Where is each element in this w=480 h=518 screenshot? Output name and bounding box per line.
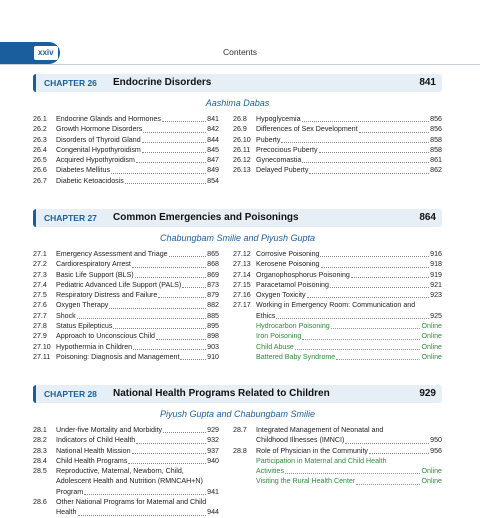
toc-entry-number: 26.1: [33, 115, 47, 123]
dot-leader: [128, 463, 206, 464]
toc-entry-title[interactable]: Role of Physician in the Community: [256, 446, 368, 455]
toc-entry-page: 854: [207, 176, 219, 185]
online-label: Online: [421, 352, 442, 361]
toc-entry-page: 869: [207, 270, 219, 279]
online-topic-title[interactable]: Visiting the Rural Health Center: [256, 477, 356, 486]
toc-entry-number: 28.4: [33, 456, 47, 465]
toc-entry-title[interactable]: Pediatric Advanced Life Support (PALS): [56, 280, 182, 289]
toc-entry-page: 944: [207, 508, 219, 517]
chapter-label: CHAPTER 27: [44, 213, 97, 223]
toc-entry-page: 844: [207, 135, 219, 144]
online-topic-title[interactable]: Hydrocarbon Poisoning: [256, 322, 330, 331]
toc-entry-title[interactable]: Diabetic Ketoacidosis: [56, 176, 124, 185]
toc-entry[interactable]: [33, 270, 219, 280]
toc-entry-number: 26.13: [233, 166, 251, 175]
toc-entry[interactable]: [33, 290, 219, 300]
toc-entry-title[interactable]: Congenital Hypothyroidism: [56, 145, 141, 154]
chapter-page: 929: [419, 388, 436, 399]
toc-entry-page: 856: [430, 125, 442, 134]
dot-leader: [142, 152, 206, 153]
toc-entry-title-line: Other National Programs for Maternal and Child: [56, 498, 207, 507]
dot-leader: [156, 339, 206, 340]
toc-entry[interactable]: [33, 497, 219, 518]
toc-entry[interactable]: [33, 331, 219, 341]
toc-entry[interactable]: [33, 456, 219, 466]
dot-leader: [111, 173, 206, 174]
toc-entry-title[interactable]: Precocious Puberty: [256, 145, 318, 154]
dot-leader: [295, 349, 421, 350]
dot-leader: [143, 132, 206, 133]
dot-leader: [132, 453, 207, 454]
chapter-heading-bar: [33, 385, 442, 403]
toc-entry-number: 28.1: [33, 426, 47, 434]
chapter-26: [33, 74, 442, 185]
online-label: Online: [421, 332, 442, 341]
toc-entry-page: 929: [207, 426, 219, 434]
toc-entry-number: 27.2: [33, 260, 47, 269]
toc-entry-page: 940: [207, 456, 219, 465]
toc-entry-title[interactable]: Status Epilepticus: [56, 322, 113, 331]
toc-left-column: [33, 249, 219, 362]
toc-entry-page: 885: [207, 311, 219, 320]
online-entry[interactable]: [233, 342, 442, 352]
toc-entry-number: 27.15: [233, 280, 251, 289]
toc-entry[interactable]: [33, 300, 219, 310]
online-label: Online: [421, 342, 442, 351]
toc-entry[interactable]: [233, 135, 442, 145]
online-entry[interactable]: [233, 466, 442, 476]
online-entry[interactable]: [233, 476, 442, 486]
toc-entry[interactable]: [33, 145, 219, 155]
toc-entry-number: 26.10: [233, 135, 251, 144]
toc-entry-page: 845: [207, 145, 219, 154]
toc-entry[interactable]: [233, 155, 442, 165]
toc-entry[interactable]: [233, 446, 442, 456]
toc-entry-title[interactable]: Growth Hormone Disorders: [56, 125, 143, 134]
toc-entry[interactable]: [33, 425, 219, 435]
toc-entry-title[interactable]: Puberty: [256, 135, 281, 144]
dot-leader: [158, 297, 206, 298]
chapter-authors: Chabungbam Smilie and Piyush Gupta: [159, 233, 316, 243]
dot-leader: [307, 297, 430, 298]
toc-entry[interactable]: [233, 425, 442, 446]
dot-leader: [302, 339, 420, 340]
toc-entry-title[interactable]: Ethics: [256, 311, 276, 320]
toc-entry[interactable]: [33, 249, 219, 259]
toc-entry[interactable]: [233, 290, 442, 300]
toc-entry-title[interactable]: Acquired Hypothyroidism: [56, 156, 135, 165]
dot-leader: [331, 328, 421, 329]
toc-entry-title[interactable]: Disorders of Thyroid Gland: [56, 135, 141, 144]
toc-entry-title[interactable]: Program: [56, 487, 84, 496]
toc-entry-title[interactable]: Respiratory Distress and Failure: [56, 291, 158, 300]
toc-entry-number: 27.3: [33, 270, 47, 279]
page-number: xxiv: [34, 46, 58, 60]
toc-entry-title[interactable]: Emergency Assessment and Triage: [56, 250, 168, 258]
online-topic-title[interactable]: Activities: [256, 467, 284, 476]
dot-leader: [285, 473, 420, 474]
dot-leader: [351, 277, 429, 278]
toc-entry-page: 879: [207, 291, 219, 300]
toc-entry[interactable]: [233, 280, 442, 290]
chapter-authors: Aashima Dabas: [205, 98, 270, 108]
toc-right-column: [233, 114, 442, 176]
toc-entry-page: 865: [207, 250, 219, 258]
dot-leader: [276, 318, 429, 319]
chapter-page: 864: [419, 212, 436, 223]
top-blank-band: [0, 0, 480, 44]
toc-entry-number: 27.7: [33, 311, 47, 320]
toc-entry-number: 26.9: [233, 125, 247, 134]
toc-entry[interactable]: [33, 259, 219, 269]
toc-entry-page: 916: [430, 250, 442, 258]
toc-entry[interactable]: [33, 446, 219, 456]
toc-entry-title[interactable]: Paracetamol Poisoning: [256, 280, 329, 289]
toc-entry-number: 27.9: [33, 332, 47, 341]
toc-entry[interactable]: [33, 321, 219, 331]
toc-entry-page: 861: [430, 156, 442, 165]
toc-entry-title[interactable]: Kerosene Poisoning: [256, 260, 320, 269]
dot-leader: [136, 162, 206, 163]
chapter-page: 841: [419, 77, 436, 88]
toc-entry[interactable]: [233, 165, 442, 175]
toc-entry-number: 26.3: [33, 135, 47, 144]
toc-entry-number: 26.4: [33, 145, 47, 154]
dot-leader: [281, 142, 429, 143]
toc-entry-title[interactable]: Cardiorespiratory Arrest: [56, 260, 131, 269]
toc-entry[interactable]: [233, 249, 442, 259]
toc-entry-title-line: Reproductive, Maternal, Newborn, Child,: [56, 467, 184, 476]
toc-entry[interactable]: [233, 300, 442, 321]
online-label: Online: [421, 322, 442, 331]
toc-entry-title[interactable]: Delayed Puberty: [256, 166, 309, 175]
toc-entry-number: 26.5: [33, 156, 47, 165]
toc-entry-page: 910: [207, 352, 219, 361]
toc-entry-title[interactable]: Approach to Unconscious Child: [56, 332, 155, 341]
toc-entry-number: 27.13: [233, 260, 251, 269]
online-label: Online: [421, 467, 442, 476]
toc-entry-title[interactable]: National Health Mission: [56, 446, 131, 455]
toc-entry-page: 882: [207, 301, 219, 310]
chapter-label: CHAPTER 28: [44, 389, 97, 399]
toc-entry-title[interactable]: Organophosphorus Poisoning: [256, 270, 350, 279]
header-divider: [0, 64, 480, 65]
toc-entry[interactable]: [33, 135, 219, 145]
dot-leader: [169, 256, 207, 257]
online-topic-title[interactable]: Child Abuse: [256, 342, 294, 351]
dot-leader: [125, 183, 206, 184]
toc-entry[interactable]: [33, 352, 219, 362]
toc-entry-page: 849: [207, 166, 219, 175]
toc-entry-page: 941: [207, 487, 219, 496]
dot-leader: [359, 132, 430, 133]
toc-entry-title-line: Integrated Management of Neonatal and: [256, 426, 384, 434]
chapter-28: [33, 385, 442, 517]
toc-entry-title[interactable]: Indicators of Child Health: [56, 436, 136, 445]
dot-leader: [330, 287, 429, 288]
online-entry[interactable]: [233, 352, 442, 362]
toc-entry[interactable]: [33, 342, 219, 352]
toc-entry-title[interactable]: Corrosive Poisoning: [256, 250, 320, 258]
toc-entry[interactable]: [233, 124, 442, 134]
dot-leader: [180, 359, 206, 360]
toc-entry-page: 918: [430, 260, 442, 269]
dot-leader: [109, 308, 206, 309]
toc-entry-title[interactable]: Basic Life Support (BLS): [56, 270, 134, 279]
dot-leader: [302, 121, 430, 122]
dot-leader: [113, 328, 206, 329]
toc-entry-title[interactable]: Health: [56, 508, 77, 517]
page-header: [0, 42, 480, 64]
toc-entry-title[interactable]: Shock: [56, 311, 76, 320]
chapter-27: [33, 209, 442, 361]
toc-entry[interactable]: [233, 259, 442, 269]
toc-entry-title[interactable]: Hypoglycemia: [256, 115, 301, 123]
online-entry[interactable]: [233, 331, 442, 341]
toc-entry[interactable]: [233, 270, 442, 280]
chapter-heading-bar: [33, 74, 442, 92]
toc-entry-title[interactable]: Gynecomastia: [256, 156, 302, 165]
dot-leader: [78, 515, 207, 516]
dot-leader: [321, 267, 430, 268]
toc-entry-number: 26.8: [233, 115, 247, 123]
toc-entry-page: 921: [430, 280, 442, 289]
toc-entry-page: 862: [430, 166, 442, 175]
toc-entry-number: 28.8: [233, 446, 247, 455]
toc-entry-title[interactable]: Oxygen Toxicity: [256, 291, 306, 300]
toc-entry-number: 26.7: [33, 176, 47, 185]
dot-leader: [319, 152, 430, 153]
toc-entry[interactable]: [33, 114, 219, 124]
online-entry[interactable]: [233, 321, 442, 331]
toc-entry-number: 27.16: [233, 291, 251, 300]
toc-left-column: [33, 114, 219, 186]
toc-entry-page: 932: [207, 436, 219, 445]
toc-entry-number: 26.11: [233, 145, 251, 154]
toc-entry-number: 28.7: [233, 426, 247, 434]
toc-entry[interactable]: [233, 145, 442, 155]
dot-leader: [132, 267, 206, 268]
toc-entry[interactable]: [33, 466, 219, 497]
chapter-authors: Piyush Gupta and Chabungbam Smilie: [159, 409, 316, 419]
toc-entry-page: 925: [430, 311, 442, 320]
online-topic-title[interactable]: Battered Baby Syndrome: [256, 352, 336, 361]
dot-leader: [133, 349, 206, 350]
toc-entry-number: 27.5: [33, 291, 47, 300]
toc-entry-page: 856: [430, 115, 442, 123]
toc-entry-number: 27.10: [33, 342, 51, 351]
dot-leader: [142, 142, 207, 143]
toc-entry-page: 842: [207, 125, 219, 134]
toc-entry-page: 858: [430, 135, 442, 144]
toc-entry-number: 27.17: [233, 301, 251, 310]
toc-entry-title[interactable]: Under-five Mortality and Morbidity: [56, 426, 163, 434]
dot-leader: [320, 256, 429, 257]
toc-entry-title[interactable]: Endocrine Glands and Hormones: [56, 115, 161, 123]
toc-entry-number: 28.5: [33, 467, 47, 476]
toc-entry-page: 919: [430, 270, 442, 279]
toc-entry-title[interactable]: Oxygen Therapy: [56, 301, 109, 310]
chapter-title: National Health Programs Related to Children: [113, 388, 330, 399]
toc-entry-title[interactable]: Hypothermia in Children: [56, 342, 133, 351]
toc-entry-number: 26.6: [33, 166, 47, 175]
toc-entry-number: 27.11: [33, 352, 51, 361]
toc-entry-page: 858: [430, 145, 442, 154]
toc-entry-title[interactable]: Childhood Illnesses (IMNCI): [256, 436, 345, 445]
toc-right-column: [233, 425, 442, 487]
dot-leader: [163, 432, 206, 433]
toc-entry-page: 898: [207, 332, 219, 341]
toc-entry-number: 27.1: [33, 250, 47, 258]
toc-entry[interactable]: [33, 176, 219, 186]
toc-entry-number: 27.4: [33, 280, 47, 289]
toc-entry[interactable]: [33, 124, 219, 134]
dot-leader: [182, 287, 206, 288]
toc-entry[interactable]: [33, 155, 219, 165]
dot-leader: [77, 318, 206, 319]
toc-entry-page: 895: [207, 322, 219, 331]
toc-entry-title-line: Adolescent Health and Nutrition (RMNCAH+N): [56, 477, 203, 486]
toc-entry[interactable]: [233, 114, 442, 124]
toc-entry-page: 956: [430, 446, 442, 455]
toc-entry-title[interactable]: Child Health Programs: [56, 456, 128, 465]
toc-entry-number: 27.6: [33, 301, 47, 310]
dot-leader: [84, 494, 206, 495]
toc-entry[interactable]: [33, 311, 219, 321]
toc-entry-page: 841: [207, 115, 219, 123]
online-label: Online: [421, 477, 442, 486]
chapter-title: Common Emergencies and Poisonings: [113, 212, 299, 223]
toc-entry-title[interactable]: Differences of Sex Development: [256, 125, 358, 134]
toc-left-column: [33, 425, 219, 518]
toc-entry-number: 28.3: [33, 446, 47, 455]
toc-right-column: [233, 249, 442, 362]
toc-entry-title[interactable]: Diabetes Mellitus: [56, 166, 111, 175]
online-topic-title-line: Participation in Maternal and Child Health: [256, 456, 387, 465]
toc-entry-page: 903: [207, 342, 219, 351]
toc-entry-number: 27.12: [233, 250, 251, 258]
toc-entry-number: 28.6: [33, 498, 47, 507]
dot-leader: [302, 162, 429, 163]
toc-entry-title-line: Working in Emergency Room: Communication and: [256, 301, 416, 310]
toc-entry-title[interactable]: Poisoning: Diagnosis and Management: [56, 352, 180, 361]
dot-leader: [369, 453, 429, 454]
chapter-label: CHAPTER 26: [44, 78, 97, 88]
chapter-heading-bar: [33, 209, 442, 227]
toc-entry-number: 27.14: [233, 270, 251, 279]
chapter-title: Endocrine Disorders: [113, 77, 212, 88]
dot-leader: [345, 443, 429, 444]
dot-leader: [162, 121, 206, 122]
toc-entry-page: 868: [207, 260, 219, 269]
dot-leader: [136, 443, 206, 444]
toc-entry[interactable]: [33, 165, 219, 175]
dot-leader: [336, 359, 420, 360]
toc-entry-number: 28.2: [33, 436, 47, 445]
toc-entry-page: 923: [430, 291, 442, 300]
toc-entry-page: 950: [430, 436, 442, 445]
toc-entry[interactable]: [33, 435, 219, 445]
dot-leader: [135, 277, 206, 278]
dot-leader: [356, 484, 420, 485]
toc-entry-number: 26.12: [233, 156, 251, 165]
toc-entry-page: 873: [207, 280, 219, 289]
toc-entry-page: 847: [207, 156, 219, 165]
running-title: Contents: [222, 47, 258, 57]
toc-entry-number: 26.2: [33, 125, 47, 134]
toc-entry[interactable]: [33, 280, 219, 290]
toc-entry-number: 27.8: [33, 322, 47, 331]
dot-leader: [309, 173, 429, 174]
toc-entry-page: 937: [207, 446, 219, 455]
online-topic-title[interactable]: Iron Poisoning: [256, 332, 302, 341]
